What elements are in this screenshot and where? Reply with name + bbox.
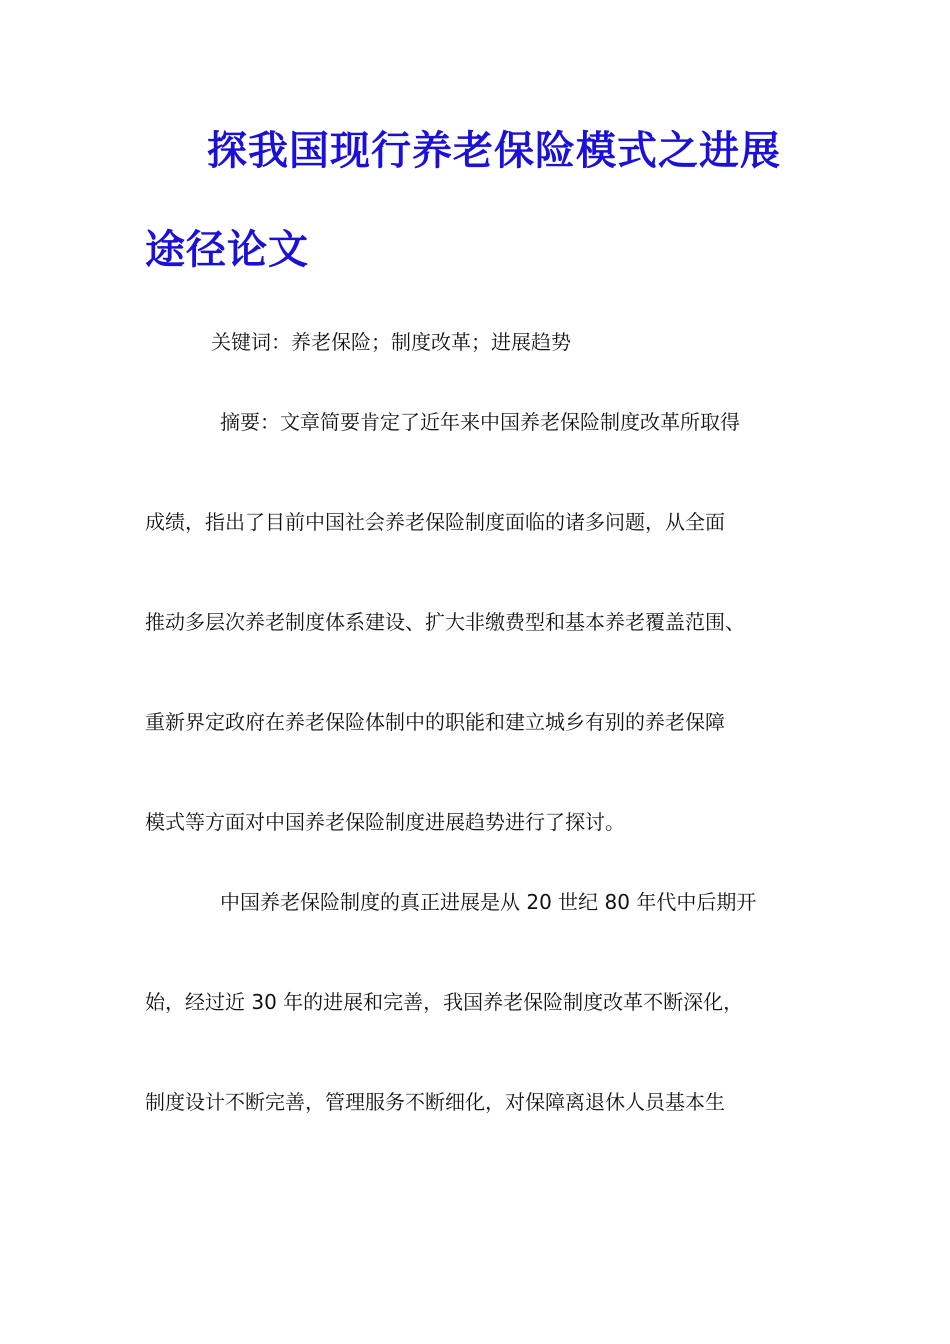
- document-title-line-2: 途径论文: [145, 227, 309, 273]
- abstract-line: 成绩，指出了目前中国社会养老保险制度面临的诸多问题，从全面: [145, 510, 725, 534]
- abstract-line: 摘要：文章简要肯定了近年来中国养老保险制度改革所取得: [220, 410, 740, 434]
- keywords-line: 关键词：养老保险；制度改革；进展趋势: [211, 330, 571, 354]
- abstract-line: 推动多层次养老制度体系建设、扩大非缴费型和基本养老覆盖范围、: [145, 610, 745, 634]
- paragraph-line: 始，经过近 30 年的进展和完善，我国养老保险制度改革不断深化，: [145, 990, 744, 1014]
- abstract-line: 重新界定政府在养老保险体制中的职能和建立城乡有别的养老保障: [145, 710, 725, 734]
- document-title-line-1: 探我国现行养老保险模式之进展: [207, 128, 781, 174]
- abstract-line: 模式等方面对中国养老保险制度进展趋势进行了探讨。: [145, 810, 625, 834]
- paragraph-line: 制度设计不断完善，管理服务不断细化，对保障离退休人员基本生: [145, 1090, 725, 1114]
- paragraph-line: 中国养老保险制度的真正进展是从 20 世纪 80 年代中后期开: [220, 890, 757, 914]
